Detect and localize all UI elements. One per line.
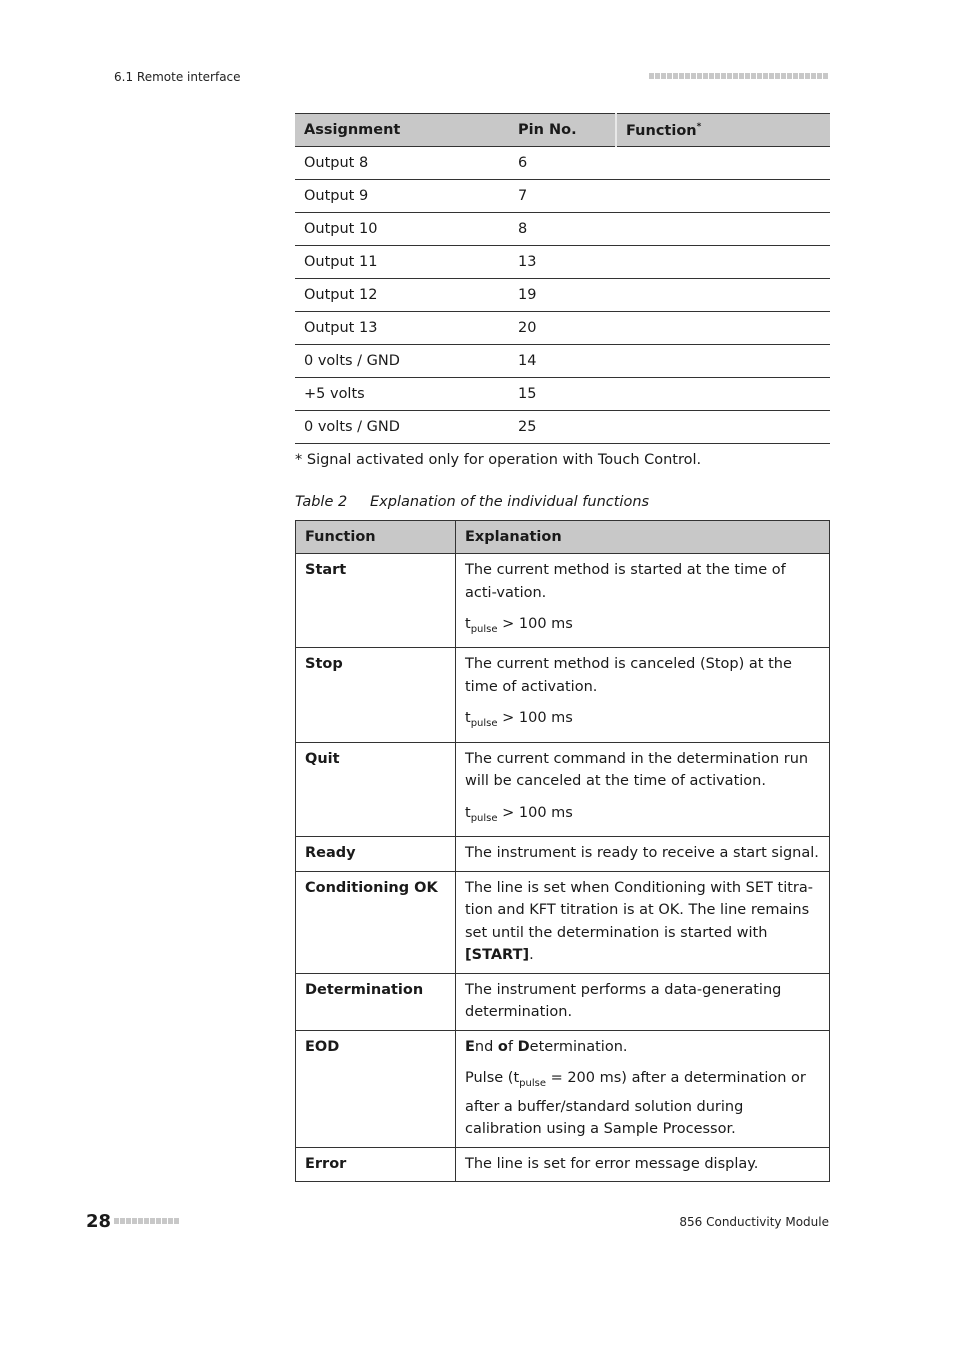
cell-pin: 19 bbox=[509, 279, 616, 312]
table-row bbox=[295, 180, 830, 213]
function-explanation: The line is set when Conditioning with SET titra-tion and KFT titration is at OK. The line remains set until the determination is started with [START]. bbox=[456, 871, 830, 973]
function-name: Determination bbox=[296, 973, 456, 1030]
table-row bbox=[295, 312, 830, 345]
cell-pin: 8 bbox=[509, 213, 616, 246]
pulse-spec: $t_{pulse} > 100$ ms bbox=[465, 804, 573, 824]
cell-assignment: Output 11 bbox=[295, 246, 509, 279]
function-name: Stop bbox=[296, 648, 456, 742]
start-key: [START] bbox=[465, 947, 530, 964]
header-decoration bbox=[649, 73, 829, 79]
cell-assignment: 0 volts / GND bbox=[295, 411, 509, 444]
cell-pin: 25 bbox=[509, 411, 616, 444]
cell-assignment: +5 volts bbox=[295, 378, 509, 411]
page-number: 28 bbox=[86, 1211, 112, 1232]
function-name: Error bbox=[296, 1147, 456, 1182]
function-explanation: End of Determination. Pulse ($t_{pulse} = 200$ ms) after a determination or after a buffer/standard solution during calibration using a Sample Processor. bbox=[456, 1030, 830, 1147]
caption-text: Explanation of the individual functions bbox=[370, 494, 650, 510]
table-footnote: * Signal activated only for operation with Touch Control. bbox=[295, 452, 702, 468]
cell-function bbox=[616, 345, 830, 378]
pin-assignment-table bbox=[295, 113, 830, 444]
function-explanation-table bbox=[295, 520, 830, 1182]
function-explanation: The instrument performs a data-generating determination. bbox=[456, 973, 830, 1030]
table-row bbox=[295, 246, 830, 279]
cell-pin: 7 bbox=[509, 180, 616, 213]
caption-number: Table 2 bbox=[295, 494, 348, 510]
column-header-function: Function* bbox=[616, 114, 830, 147]
function-name: Conditioning OK bbox=[296, 871, 456, 973]
table-row bbox=[295, 147, 830, 180]
table-row bbox=[296, 1147, 830, 1182]
cell-pin: 15 bbox=[509, 378, 616, 411]
function-name: Ready bbox=[296, 837, 456, 872]
function-explanation: The line is set for error message display. bbox=[456, 1147, 830, 1182]
table-row bbox=[295, 411, 830, 444]
table-row bbox=[296, 973, 830, 1030]
cell-function bbox=[616, 147, 830, 180]
cell-function bbox=[616, 378, 830, 411]
cell-function bbox=[616, 246, 830, 279]
function-name: EOD bbox=[296, 1030, 456, 1147]
column-header-assignment: Assignment bbox=[295, 114, 509, 147]
table-row bbox=[296, 742, 830, 836]
cell-function bbox=[616, 312, 830, 345]
cell-function bbox=[616, 180, 830, 213]
cell-pin: 14 bbox=[509, 345, 616, 378]
footer-decoration bbox=[114, 1218, 180, 1224]
cell-assignment: Output 8 bbox=[295, 147, 509, 180]
cell-pin: 13 bbox=[509, 246, 616, 279]
table-row bbox=[296, 837, 830, 872]
cell-assignment: 0 volts / GND bbox=[295, 345, 509, 378]
table-row bbox=[296, 648, 830, 742]
function-name: Start bbox=[296, 554, 456, 648]
cell-assignment: Output 12 bbox=[295, 279, 509, 312]
cell-pin: 6 bbox=[509, 147, 616, 180]
column-header-explanation: Explanation bbox=[456, 521, 830, 554]
column-header-pin: Pin No. bbox=[509, 114, 616, 147]
footnote-mark: * bbox=[696, 121, 702, 132]
cell-function bbox=[616, 411, 830, 444]
table-caption bbox=[295, 494, 649, 510]
table-row bbox=[295, 378, 830, 411]
table-header-row bbox=[296, 521, 830, 554]
running-header: 6.1 Remote interface bbox=[114, 70, 241, 84]
pulse-spec: $t_{pulse} > 100$ ms bbox=[465, 710, 573, 730]
cell-assignment: Output 10 bbox=[295, 213, 509, 246]
function-name: Quit bbox=[296, 742, 456, 836]
column-header-function: Function bbox=[296, 521, 456, 554]
table-header-row bbox=[295, 114, 830, 147]
cell-pin: 20 bbox=[509, 312, 616, 345]
cell-assignment: Output 13 bbox=[295, 312, 509, 345]
table-row bbox=[296, 554, 830, 648]
table-row bbox=[296, 1030, 830, 1147]
cell-function bbox=[616, 213, 830, 246]
function-explanation: The instrument is ready to receive a start signal. bbox=[456, 837, 830, 872]
table-row bbox=[296, 871, 830, 973]
table-row bbox=[295, 213, 830, 246]
table-row bbox=[295, 279, 830, 312]
function-explanation: The current command in the determination run will be canceled at the time of activation. $t_{pulse} > 100$ ms bbox=[456, 742, 830, 836]
cell-assignment: Output 9 bbox=[295, 180, 509, 213]
footer-product-name: 856 Conductivity Module bbox=[679, 1215, 829, 1229]
function-explanation: The current method is canceled (Stop) at the time of activation. $t_{pulse} > 100$ ms bbox=[456, 648, 830, 742]
cell-function bbox=[616, 279, 830, 312]
function-explanation: The current method is started at the time of acti-vation. $t_{pulse} > 100$ ms bbox=[456, 554, 830, 648]
table-row bbox=[295, 345, 830, 378]
pulse-spec: $t_{pulse} > 100$ ms bbox=[465, 616, 573, 635]
